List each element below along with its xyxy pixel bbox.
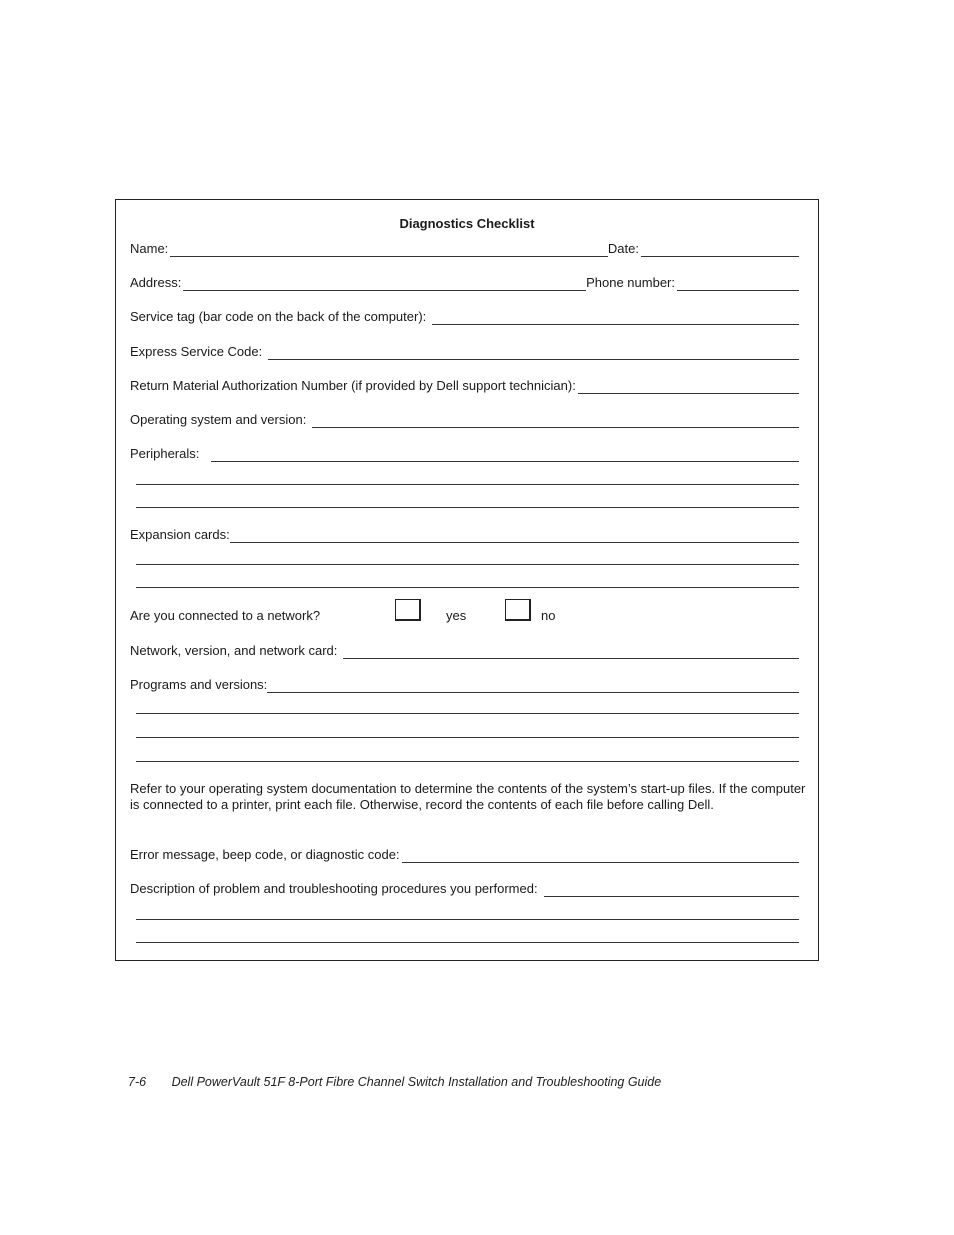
page-number: 7-6 [128, 1075, 147, 1089]
service-tag-row [130, 309, 799, 325]
description-label: Description of problem and troubleshooting procedures you performed: [130, 881, 538, 896]
error-label: Error message, beep code, or diagnostic code: [130, 847, 400, 862]
name-field[interactable] [170, 244, 608, 257]
programs-label: Programs and versions: [130, 677, 268, 692]
address-label: Address: [130, 275, 182, 290]
service-tag-field[interactable] [432, 312, 799, 325]
no-label: no [541, 608, 556, 623]
guide-title: Dell PowerVault 51F 8-Port Fibre Channel Switch Installation and Troubleshooting Guide [171, 1075, 662, 1089]
expansion-extra-line[interactable] [136, 564, 799, 565]
date-label: Date: [607, 241, 639, 256]
rma-field[interactable] [578, 381, 799, 394]
expansion-label: Expansion cards: [130, 527, 230, 542]
express-service-field[interactable] [268, 347, 799, 360]
no-checkbox[interactable] [505, 599, 531, 621]
peripherals-row [130, 446, 799, 462]
description-extra-line[interactable] [136, 942, 799, 943]
programs-row [130, 677, 799, 693]
programs-extra-line[interactable] [136, 737, 799, 738]
name-label: Name: [130, 241, 169, 256]
checklist-title: Diagnostics Checklist [399, 216, 535, 231]
service-tag-label: Service tag (bar code on the back of the computer): [130, 309, 427, 324]
diagnostics-checklist-form [115, 199, 819, 961]
programs-extra-line[interactable] [136, 713, 799, 714]
programs-field[interactable] [267, 680, 799, 693]
network-card-field[interactable] [343, 646, 799, 659]
description-extra-line[interactable] [136, 919, 799, 920]
expansion-field[interactable] [230, 530, 799, 543]
peripherals-field[interactable] [211, 449, 799, 462]
date-field[interactable] [641, 244, 799, 257]
yes-label: yes [446, 608, 467, 623]
address-phone-row [130, 275, 799, 291]
express-service-label: Express Service Code: [130, 344, 263, 359]
error-field[interactable] [402, 850, 799, 863]
page-footer [128, 1075, 661, 1089]
peripherals-label: Peripherals: [130, 446, 200, 461]
network-question-row [130, 608, 320, 624]
phone-label: Phone number: [586, 275, 675, 290]
description-field[interactable] [544, 884, 799, 897]
peripherals-extra-line[interactable] [136, 507, 799, 508]
os-field[interactable] [312, 415, 799, 428]
expansion-extra-line[interactable] [136, 587, 799, 588]
yes-checkbox[interactable] [395, 599, 421, 621]
network-card-label: Network, version, and network card: [130, 643, 338, 658]
name-date-row [130, 241, 799, 257]
rma-label: Return Material Authorization Number (if provided by Dell support technician): [130, 378, 576, 393]
description-row [130, 881, 799, 897]
error-row [130, 847, 799, 863]
rma-row [130, 378, 799, 394]
address-field[interactable] [183, 278, 586, 291]
express-service-row [130, 344, 799, 360]
programs-extra-line[interactable] [136, 761, 799, 762]
startup-files-instructions: Refer to your operating system documentation to determine the contents of the system’s start-up files. If the computer is connected to a printer, print each file. Otherwise, record the contents of each file before calling Dell. [130, 781, 806, 812]
network-card-row [130, 643, 799, 659]
os-row [130, 412, 799, 428]
network-question-label: Are you connected to a network? [130, 608, 321, 623]
phone-field[interactable] [677, 278, 799, 291]
peripherals-extra-line[interactable] [136, 484, 799, 485]
expansion-row [130, 527, 799, 543]
os-label: Operating system and version: [130, 412, 307, 427]
